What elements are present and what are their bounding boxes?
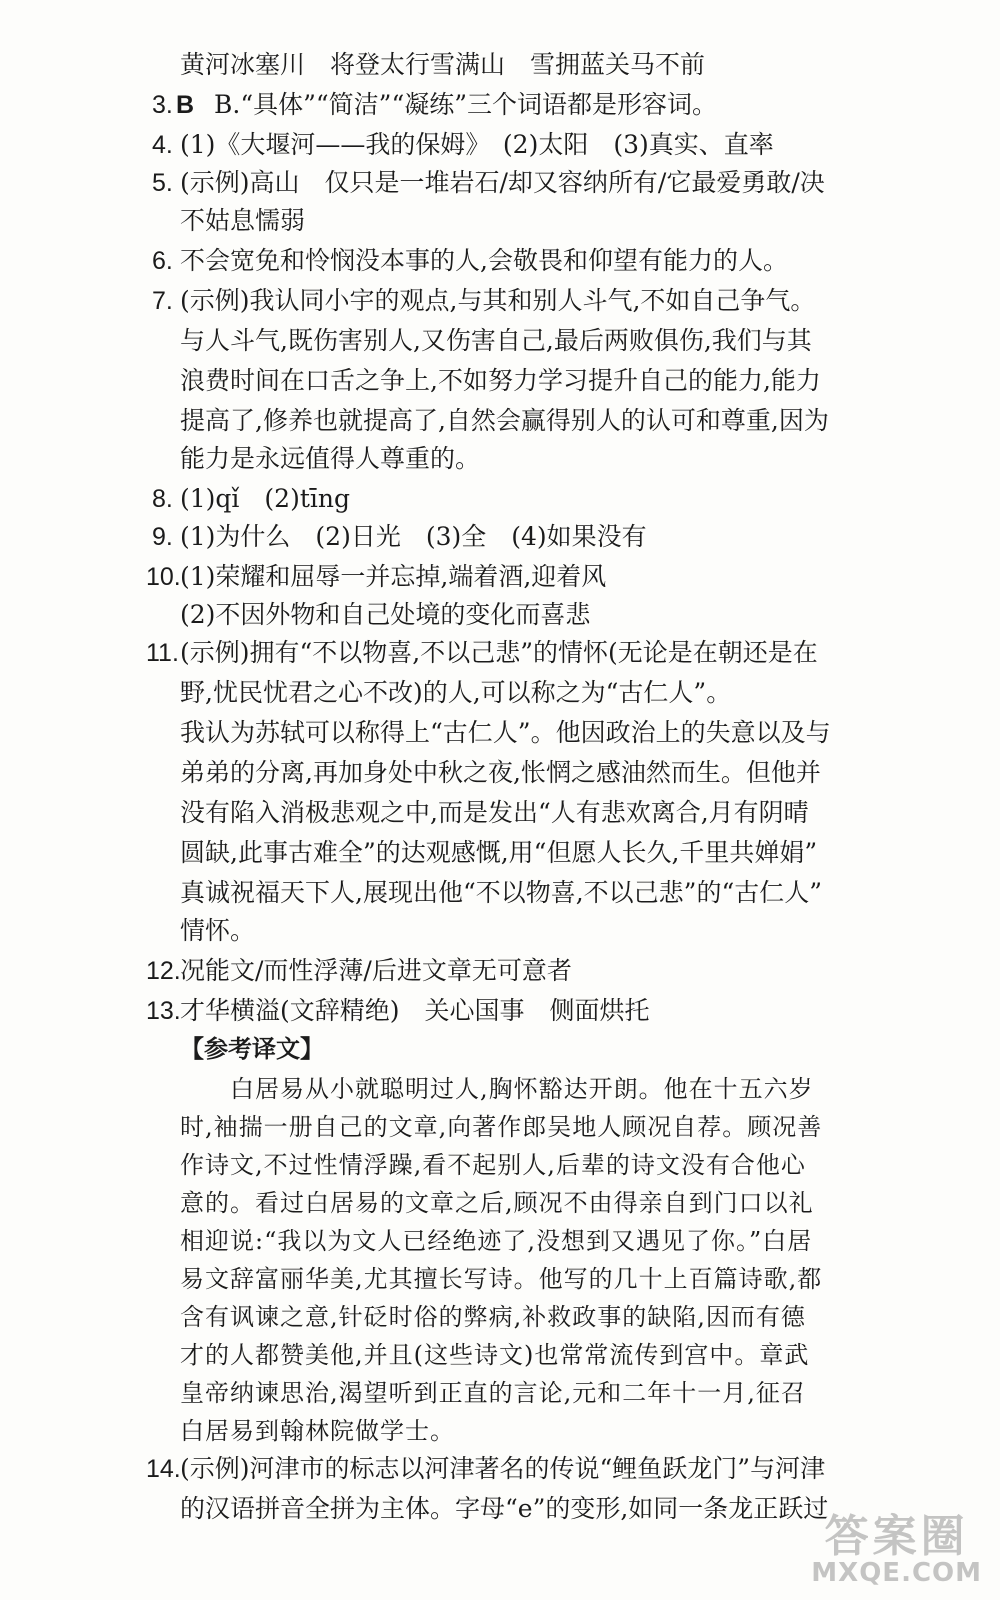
- question-number: 4.: [152, 131, 173, 159]
- question-number: 3.: [152, 91, 173, 119]
- answer-choice: B: [176, 91, 195, 119]
- question-number: 11.: [146, 639, 179, 667]
- question-number: 9.: [152, 523, 173, 551]
- question-number: 8.: [152, 485, 173, 513]
- watermark-url: MXQE.COM: [811, 1558, 982, 1588]
- question-number: 14.: [146, 1455, 181, 1483]
- question-number: 6.: [152, 247, 173, 275]
- question-number: 7.: [152, 287, 173, 315]
- watermark-logo-text: 答案圈: [824, 1511, 969, 1562]
- site-watermark: [811, 1500, 982, 1588]
- question-number: 10.: [146, 563, 181, 591]
- question-number: 12.: [146, 957, 181, 985]
- question-number: 5.: [152, 169, 173, 197]
- question-number: 13.: [146, 997, 181, 1025]
